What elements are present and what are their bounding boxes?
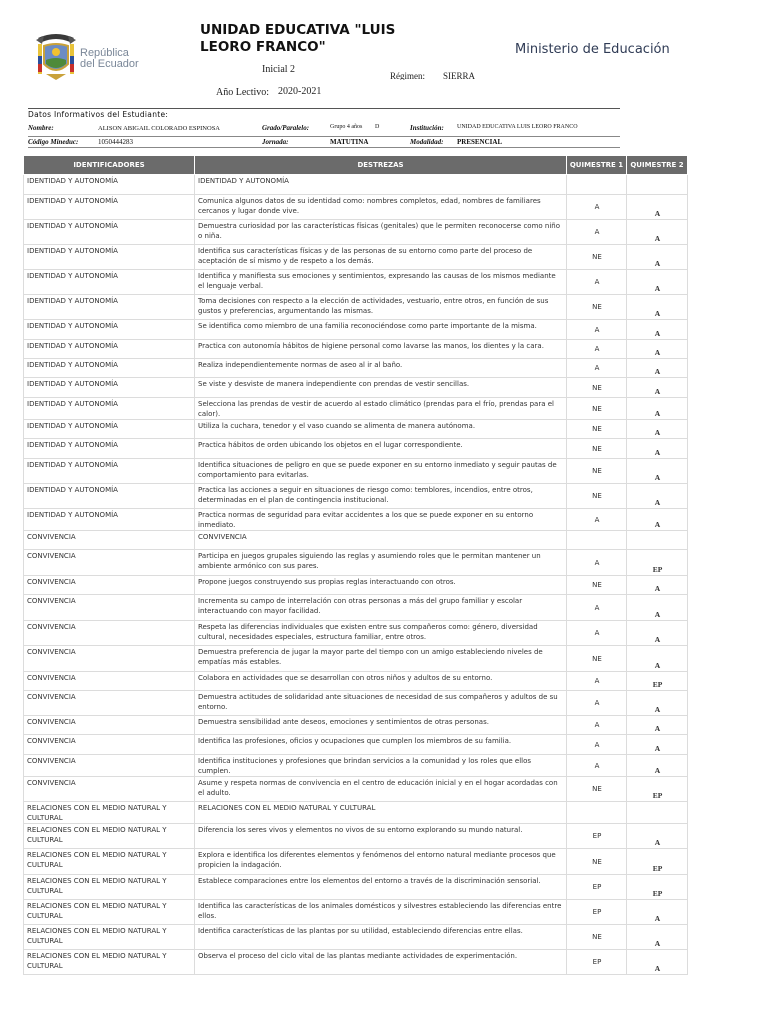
identifier-cell: CONVIVENCIA: [24, 672, 195, 691]
regimen-label: Régimen:: [390, 71, 425, 80]
identifier-cell: CONVIVENCIA: [24, 646, 195, 672]
grade-parallel-label: Grado/Paralelo:: [262, 124, 310, 132]
term-2-grade-cell: A: [627, 195, 688, 220]
table-row: [24, 270, 688, 295]
term-2-grade-cell: A: [627, 245, 688, 270]
term-2-grade-cell: A: [627, 378, 688, 398]
institution-label: Institución:: [410, 124, 444, 132]
skill-cell: Realiza independientemente normas de aseo al ir al baño.: [195, 359, 567, 378]
table-row: [24, 875, 688, 900]
table-row: [24, 340, 688, 359]
identifier-cell: IDENTIDAD Y AUTONOMÍA: [24, 320, 195, 340]
term-1-grade-cell: NE: [567, 295, 627, 320]
header-identifiers: IDENTIFICADORES: [24, 156, 195, 175]
info-divider-2: [28, 147, 620, 148]
term-2-grade-cell: A: [627, 824, 688, 849]
term-1-grade-cell: NE: [567, 420, 627, 439]
table-row: [24, 420, 688, 439]
skill-cell: Explora e identifica los diferentes elementos y fenómenos del entorno natural mediante procesos que propicien la indagación.: [195, 849, 567, 875]
skill-cell: Identifica instituciones y profesiones que brindan servicios a la comunidad y los roles que ellos cumplen.: [195, 755, 567, 777]
skill-cell: Colabora en actividades que se desarrollan con otros niños y adultos de su entorno.: [195, 672, 567, 691]
identifier-cell: RELACIONES CON EL MEDIO NATURAL Y CULTURAL: [24, 849, 195, 875]
term-1-grade-cell: EP: [567, 900, 627, 925]
skill-cell: Practica normas de seguridad para evitar accidentes a los que se puede exponer en su entorno inmediato.: [195, 509, 567, 531]
term-1-grade-cell: A: [567, 359, 627, 378]
term-2-grade-cell: A: [627, 900, 688, 925]
table-row: [24, 245, 688, 270]
skill-cell: Practica las acciones a seguir en situaciones de riesgo como: temblores, incendios, entre otros, determinadas en el plan de contingencia institucional.: [195, 484, 567, 509]
table-row: [24, 802, 688, 824]
term-2-grade-cell: EP: [627, 875, 688, 900]
table-row: [24, 175, 688, 195]
term-1-grade-cell: NE: [567, 484, 627, 509]
skill-cell: Demuestra preferencia de jugar la mayor parte del tiempo con un amigo estableciendo niveles de empatías más estables.: [195, 646, 567, 672]
term-2-grade-cell: A: [627, 735, 688, 755]
term-1-grade-cell: [567, 531, 627, 550]
term-2-grade-cell: A: [627, 270, 688, 295]
table-row: [24, 576, 688, 595]
term-1-grade-cell: NE: [567, 459, 627, 484]
term-2-grade-cell: A: [627, 716, 688, 735]
identifier-cell: RELACIONES CON EL MEDIO NATURAL Y CULTURAL: [24, 925, 195, 950]
term-1-grade-cell: A: [567, 691, 627, 716]
identifier-cell: IDENTIDAD Y AUTONOMÍA: [24, 270, 195, 295]
term-1-grade-cell: EP: [567, 875, 627, 900]
term-1-grade-cell: A: [567, 755, 627, 777]
skill-cell: IDENTIDAD Y AUTONOMÍA: [195, 175, 567, 195]
name-label: Nombre:: [28, 124, 54, 132]
term-1-grade-cell: [567, 802, 627, 824]
identifier-cell: CONVIVENCIA: [24, 550, 195, 576]
term-1-grade-cell: A: [567, 340, 627, 359]
term-2-grade-cell: A: [627, 595, 688, 621]
skill-cell: Demuestra curiosidad por las características físicas (genitales) que le permiten reconocerse como niño o niña.: [195, 220, 567, 245]
identifier-cell: IDENTIDAD Y AUTONOMÍA: [24, 378, 195, 398]
term-2-grade-cell: A: [627, 950, 688, 975]
identifier-cell: RELACIONES CON EL MEDIO NATURAL Y CULTURAL: [24, 950, 195, 975]
term-2-grade-cell: A: [627, 621, 688, 646]
term-1-grade-cell: NE: [567, 439, 627, 459]
identifier-cell: RELACIONES CON EL MEDIO NATURAL Y CULTURAL: [24, 802, 195, 824]
identifier-cell: CONVIVENCIA: [24, 716, 195, 735]
skill-cell: Respeta las diferencias individuales que existen entre sus compañeros como: género, diversidad cultural, necesidades especiales, estructura familiar, entre otros.: [195, 621, 567, 646]
term-1-grade-cell: A: [567, 270, 627, 295]
skill-cell: Practica con autonomía hábitos de higiene personal como lavarse las manos, los dientes y la cara.: [195, 340, 567, 359]
skill-cell: RELACIONES CON EL MEDIO NATURAL Y CULTURAL: [195, 802, 567, 824]
table-row: [24, 595, 688, 621]
identifier-cell: IDENTIDAD Y AUTONOMÍA: [24, 459, 195, 484]
school-year-label: Año Lectivo:: [216, 87, 270, 98]
identifier-cell: CONVIVENCIA: [24, 531, 195, 550]
skill-cell: Selecciona las prendas de vestir de acuerdo al estado climático (prendas para el frío, prendas para el calor).: [195, 398, 567, 420]
term-1-grade-cell: A: [567, 550, 627, 576]
term-2-grade-cell: EP: [627, 777, 688, 802]
term-1-grade-cell: NE: [567, 925, 627, 950]
table-row: [24, 220, 688, 245]
identifier-cell: CONVIVENCIA: [24, 576, 195, 595]
student-name-value: ALISON ABIGAIL COLORADO ESPINOSA: [98, 125, 220, 132]
skill-cell: Observa el proceso del ciclo vital de las plantas mediante actividades de experimentación.: [195, 950, 567, 975]
term-2-grade-cell: EP: [627, 672, 688, 691]
table-row: [24, 359, 688, 378]
table-row: [24, 755, 688, 777]
term-2-grade-cell: [627, 175, 688, 195]
term-1-grade-cell: A: [567, 672, 627, 691]
identifier-cell: IDENTIDAD Y AUTONOMÍA: [24, 175, 195, 195]
table-row: [24, 950, 688, 975]
table-row: [24, 295, 688, 320]
term-1-grade-cell: EP: [567, 950, 627, 975]
identifier-cell: IDENTIDAD Y AUTONOMÍA: [24, 420, 195, 439]
skill-cell: Identifica y manifiesta sus emociones y sentimientos, expresando las causas de los mismos mediante el lenguaje verbal.: [195, 270, 567, 295]
term-2-grade-cell: A: [627, 576, 688, 595]
identifier-cell: IDENTIDAD Y AUTONOMÍA: [24, 484, 195, 509]
table-row: [24, 777, 688, 802]
regimen: [390, 71, 493, 80]
term-2-grade-cell: A: [627, 359, 688, 378]
table-row: [24, 900, 688, 925]
term-1-grade-cell: A: [567, 735, 627, 755]
term-1-grade-cell: A: [567, 220, 627, 245]
skill-cell: Identifica las profesiones, oficios y ocupaciones que cumplen los miembros de su familia.: [195, 735, 567, 755]
identifier-cell: IDENTIDAD Y AUTONOMÍA: [24, 245, 195, 270]
term-2-grade-cell: A: [627, 691, 688, 716]
term-2-grade-cell: [627, 531, 688, 550]
modality-label: Modalidad:: [410, 138, 444, 146]
term-1-grade-cell: A: [567, 716, 627, 735]
skill-cell: Practica hábitos de orden ubicando los objetos en el lugar correspondiente.: [195, 439, 567, 459]
table-row: [24, 716, 688, 735]
term-1-grade-cell: A: [567, 595, 627, 621]
skills-grades-table: [23, 155, 688, 975]
skill-cell: Identifica características de las plantas por su utilidad, estableciendo diferencias entre ellas.: [195, 925, 567, 950]
republica-label: República del Ecuador: [80, 47, 139, 70]
term-2-grade-cell: A: [627, 484, 688, 509]
parallel-value: D: [375, 124, 380, 130]
term-2-grade-cell: A: [627, 398, 688, 420]
identifier-cell: CONVIVENCIA: [24, 735, 195, 755]
term-2-grade-cell: EP: [627, 849, 688, 875]
skill-cell: Participa en juegos grupales siguiendo las reglas y asumiendo roles que le permitan mantener un ambiente armónico con sus pares.: [195, 550, 567, 576]
skill-cell: Demuestra sensibilidad ante deseos, emociones y sentimientos de otras personas.: [195, 716, 567, 735]
term-2-grade-cell: A: [627, 925, 688, 950]
grade-parallel-value: Grupo 4 años: [330, 124, 363, 130]
student-name-row: [28, 124, 54, 132]
identifier-cell: CONVIVENCIA: [24, 621, 195, 646]
institution-value: UNIDAD EDUCATIVA LUIS LEORO FRANCO: [457, 124, 578, 130]
skill-cell: Toma decisiones con respecto a la elección de actividades, vestuario, entre otros, en función de sus gustos y preferencias, argumentando las mismas.: [195, 295, 567, 320]
code-label: Código Mineduc:: [28, 138, 79, 146]
student-info-title: Datos Informativos del Estudiante:: [28, 110, 169, 119]
term-1-grade-cell: NE: [567, 849, 627, 875]
term-1-grade-cell: NE: [567, 576, 627, 595]
grade-label: Inicial 2: [262, 64, 296, 75]
term-2-grade-cell: A: [627, 340, 688, 359]
term-1-grade-cell: EP: [567, 824, 627, 849]
modality-value: PRESENCIAL: [457, 138, 503, 146]
header-skills: DESTREZAS: [195, 156, 567, 175]
info-divider: [28, 136, 620, 137]
code-value: 1050444283: [98, 138, 133, 146]
skill-cell: Identifica situaciones de peligro en que se puede exponer en su entorno inmediato y seguir pautas de comportamiento para evitarlas.: [195, 459, 567, 484]
table-row: [24, 439, 688, 459]
ministry-label: Ministerio de Educación: [515, 42, 670, 57]
identifier-cell: IDENTIDAD Y AUTONOMÍA: [24, 398, 195, 420]
skill-cell: Propone juegos construyendo sus propias reglas interactuando con otros.: [195, 576, 567, 595]
header-term-1: QUIMESTRE 1: [567, 156, 627, 175]
term-1-grade-cell: NE: [567, 646, 627, 672]
ecuador-coat-of-arms-logo: [34, 30, 174, 90]
identifier-cell: CONVIVENCIA: [24, 595, 195, 621]
identifier-cell: IDENTIDAD Y AUTONOMÍA: [24, 509, 195, 531]
skill-cell: Comunica algunos datos de su identidad como: nombres completos, edad, nombres de familiares cercanos y lugar donde vive.: [195, 195, 567, 220]
school-title: UNIDAD EDUCATIVA "LUIS LEORO FRANCO": [200, 22, 396, 55]
identifier-cell: IDENTIDAD Y AUTONOMÍA: [24, 195, 195, 220]
table-row: [24, 621, 688, 646]
term-1-grade-cell: A: [567, 621, 627, 646]
skill-cell: Identifica las características de los animales domésticos y silvestres estableciendo las diferencias entre ellos.: [195, 900, 567, 925]
identifier-cell: RELACIONES CON EL MEDIO NATURAL Y CULTURAL: [24, 824, 195, 849]
term-2-grade-cell: A: [627, 646, 688, 672]
term-2-grade-cell: A: [627, 220, 688, 245]
skill-cell: Establece comparaciones entre los elementos del entorno a través de la discriminación sensorial.: [195, 875, 567, 900]
term-1-grade-cell: NE: [567, 378, 627, 398]
table-row: [24, 320, 688, 340]
table-row: [24, 691, 688, 716]
table-row: [24, 735, 688, 755]
header-term-2: QUIMESTRE 2: [627, 156, 688, 175]
table-row: [24, 849, 688, 875]
term-2-grade-cell: A: [627, 439, 688, 459]
term-2-grade-cell: A: [627, 320, 688, 340]
table-row: [24, 925, 688, 950]
table-row: [24, 509, 688, 531]
identifier-cell: RELACIONES CON EL MEDIO NATURAL Y CULTURAL: [24, 875, 195, 900]
identifier-cell: IDENTIDAD Y AUTONOMÍA: [24, 439, 195, 459]
term-2-grade-cell: A: [627, 755, 688, 777]
identifier-cell: IDENTIDAD Y AUTONOMÍA: [24, 295, 195, 320]
term-1-grade-cell: NE: [567, 398, 627, 420]
table-row: [24, 378, 688, 398]
skill-cell: Identifica sus características físicas y de las personas de su entorno como parte del proceso de aceptación de sí mismo y de respeto a los demás.: [195, 245, 567, 270]
term-2-grade-cell: A: [627, 295, 688, 320]
term-1-grade-cell: NE: [567, 245, 627, 270]
table-row: [24, 195, 688, 220]
table-row: [24, 531, 688, 550]
identifier-cell: IDENTIDAD Y AUTONOMÍA: [24, 220, 195, 245]
school-year-value: 2020-2021: [278, 86, 322, 97]
identifier-cell: CONVIVENCIA: [24, 755, 195, 777]
table-row: [24, 459, 688, 484]
table-row: [24, 550, 688, 576]
skill-cell: Asume y respeta normas de convivencia en el centro de educación inicial y en el hogar acordadas con el adulto.: [195, 777, 567, 802]
term-1-grade-cell: [567, 175, 627, 195]
table-header-row: [24, 156, 688, 175]
header-divider: [28, 108, 620, 109]
term-1-grade-cell: A: [567, 320, 627, 340]
term-1-grade-cell: A: [567, 195, 627, 220]
identifier-cell: IDENTIDAD Y AUTONOMÍA: [24, 359, 195, 378]
identifier-cell: IDENTIDAD Y AUTONOMÍA: [24, 340, 195, 359]
term-2-grade-cell: A: [627, 459, 688, 484]
table-row: [24, 646, 688, 672]
skill-cell: Se identifica como miembro de una familia reconociéndose como parte importante de la misma.: [195, 320, 567, 340]
identifier-cell: RELACIONES CON EL MEDIO NATURAL Y CULTURAL: [24, 900, 195, 925]
shift-label: Jornada:: [262, 138, 289, 146]
term-2-grade-cell: A: [627, 420, 688, 439]
table-row: [24, 398, 688, 420]
identifier-cell: CONVIVENCIA: [24, 691, 195, 716]
term-1-grade-cell: NE: [567, 777, 627, 802]
skill-cell: Diferencia los seres vivos y elementos no vivos de su entorno explorando su mundo natural.: [195, 824, 567, 849]
term-1-grade-cell: A: [567, 509, 627, 531]
skill-cell: CONVIVENCIA: [195, 531, 567, 550]
coat-of-arms-icon: [34, 30, 78, 82]
regimen-value: SIERRA: [443, 71, 476, 80]
term-2-grade-cell: EP: [627, 550, 688, 576]
skill-cell: Incrementa su campo de interrelación con otras personas a más del grupo familiar y escolar interactuando con mayor facilidad.: [195, 595, 567, 621]
table-row: [24, 484, 688, 509]
shift-value: MATUTINA: [330, 138, 369, 146]
skill-cell: Demuestra actitudes de solidaridad ante situaciones de necesidad de sus compañeros y adultos de su entorno.: [195, 691, 567, 716]
skill-cell: Se viste y desviste de manera independiente con prendas de vestir sencillas.: [195, 378, 567, 398]
table-row: [24, 672, 688, 691]
skill-cell: Utiliza la cuchara, tenedor y el vaso cuando se alimenta de manera autónoma.: [195, 420, 567, 439]
identifier-cell: CONVIVENCIA: [24, 777, 195, 802]
term-2-grade-cell: A: [627, 509, 688, 531]
table-row: [24, 824, 688, 849]
term-2-grade-cell: [627, 802, 688, 824]
